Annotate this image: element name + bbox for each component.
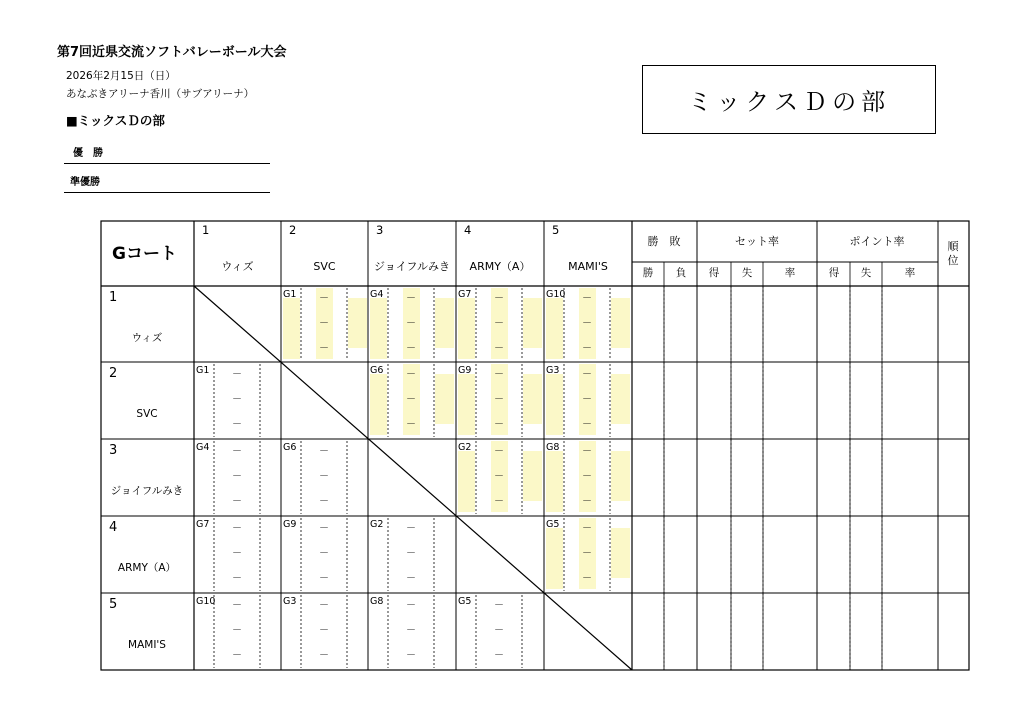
score-highlight: [611, 298, 630, 348]
score-dash: －: [494, 318, 504, 329]
score-highlight: [370, 298, 387, 359]
score-dash: －: [494, 369, 504, 380]
team-row-number: 2: [109, 366, 118, 381]
score-dash: －: [319, 496, 329, 507]
score-dash: －: [582, 369, 592, 380]
score-dash: －: [319, 650, 329, 661]
score-highlight: [283, 298, 300, 359]
score-highlight: [435, 298, 454, 348]
team-col-number: 5: [552, 223, 560, 237]
team-row-name: ARMY（A）: [117, 562, 177, 574]
loss-label: 負: [675, 267, 687, 279]
game-id: G5: [458, 596, 472, 607]
score-highlight: [348, 298, 367, 348]
score-dash: －: [582, 394, 592, 405]
score-dash: －: [319, 471, 329, 482]
game-id: G3: [283, 596, 297, 607]
game-id: G9: [283, 519, 297, 530]
score-highlight: [611, 528, 630, 578]
team-col-number: 4: [464, 223, 472, 237]
score-dash: －: [494, 600, 504, 611]
game-id: G10: [546, 289, 566, 300]
team-row-name: ウィズ: [131, 332, 163, 344]
score-dash: －: [406, 625, 416, 636]
score-dash: －: [232, 523, 242, 534]
score-highlight: [458, 451, 475, 512]
score-highlight: [546, 451, 563, 512]
score-dash: －: [319, 293, 329, 304]
score-dash: －: [232, 625, 242, 636]
score-dash: －: [494, 394, 504, 405]
score-dash: －: [232, 650, 242, 661]
team-col-name: ARMY（A）: [469, 260, 531, 273]
game-id: G5: [546, 519, 560, 530]
score-dash: －: [319, 548, 329, 559]
court-label: Gコート: [112, 244, 177, 264]
win-loss-label: 勝 敗: [647, 235, 681, 248]
score-highlight: [458, 374, 475, 435]
set-rate-label: セット率: [735, 235, 779, 248]
set-lose-label: 失: [741, 267, 753, 279]
score-dash: －: [406, 343, 416, 354]
score-highlight: [546, 528, 563, 589]
score-highlight: [523, 298, 542, 348]
team-row-name: SVC: [136, 408, 158, 420]
score-dash: －: [406, 548, 416, 559]
score-dash: －: [406, 600, 416, 611]
team-row-number: 1: [109, 290, 118, 305]
score-dash: －: [494, 419, 504, 430]
score-dash: －: [406, 369, 416, 380]
score-dash: －: [232, 573, 242, 584]
score-dash: －: [319, 625, 329, 636]
tournament-title: 第7回近県交流ソフトバレーボール大会: [57, 45, 287, 60]
event-venue: あなぶきアリーナ香川（サブアリーナ）: [66, 88, 255, 100]
rank-label: 位: [947, 254, 959, 267]
score-dash: －: [319, 600, 329, 611]
point-lose-label: 失: [860, 267, 872, 279]
score-highlight: [523, 374, 542, 424]
team-row-number: 3: [109, 443, 118, 458]
score-dash: －: [494, 471, 504, 482]
score-highlight: [611, 374, 630, 424]
score-dash: －: [582, 343, 592, 354]
score-dash: －: [582, 419, 592, 430]
score-dash: －: [232, 446, 242, 457]
set-ratio-label: 率: [784, 267, 796, 279]
team-col-number: 2: [289, 223, 297, 237]
team-col-name: ジョイフルみき: [373, 260, 451, 273]
division-heading: ■ミックスＤの部: [66, 113, 165, 128]
game-id: G7: [458, 289, 472, 300]
score-dash: －: [494, 496, 504, 507]
game-id: G8: [370, 596, 384, 607]
score-highlight: [435, 374, 454, 424]
score-dash: －: [406, 293, 416, 304]
game-id: G10: [196, 596, 216, 607]
team-col-number: 1: [202, 223, 210, 237]
team-col-name: ウィズ: [221, 260, 254, 273]
team-col-number: 3: [376, 223, 384, 237]
event-date: 2026年2月15日（日）: [66, 70, 176, 82]
score-dash: －: [232, 394, 242, 405]
team-row-number: 4: [109, 520, 118, 535]
score-dash: －: [319, 523, 329, 534]
score-dash: －: [406, 394, 416, 405]
score-dash: －: [582, 293, 592, 304]
game-id: G3: [546, 365, 560, 376]
score-dash: －: [494, 625, 504, 636]
score-dash: －: [319, 446, 329, 457]
point-gain-label: 得: [828, 267, 840, 279]
score-dash: －: [406, 650, 416, 661]
score-dash: －: [582, 548, 592, 559]
score-dash: －: [494, 293, 504, 304]
score-dash: －: [232, 369, 242, 380]
game-id: G6: [370, 365, 384, 376]
team-row-name: ジョイフルみき: [110, 485, 184, 497]
score-dash: －: [232, 471, 242, 482]
point-ratio-label: 率: [904, 267, 916, 279]
team-col-name: SVC: [313, 260, 336, 273]
team-row-name: MAMI'S: [128, 639, 166, 651]
score-dash: －: [582, 471, 592, 482]
score-dash: －: [232, 419, 242, 430]
game-id: G7: [196, 519, 210, 530]
score-highlight: [523, 451, 542, 501]
team-col-name: MAMI'S: [568, 260, 608, 273]
win-label: 勝: [642, 267, 654, 279]
score-dash: －: [406, 318, 416, 329]
score-highlight: [370, 374, 387, 435]
game-id: G2: [370, 519, 384, 530]
score-dash: －: [319, 573, 329, 584]
score-dash: －: [319, 343, 329, 354]
rank-label: 順: [947, 240, 959, 253]
game-id: G6: [283, 442, 297, 453]
score-highlight: [546, 298, 563, 359]
game-id: G1: [196, 365, 210, 376]
team-row-number: 5: [109, 597, 118, 612]
score-dash: －: [232, 496, 242, 507]
score-dash: －: [406, 523, 416, 534]
score-dash: －: [582, 496, 592, 507]
score-dash: －: [232, 548, 242, 559]
game-id: G9: [458, 365, 472, 376]
runner-up-label: 準優勝: [70, 177, 100, 188]
division-box: ミックスＤの部: [642, 65, 936, 134]
score-highlight: [458, 298, 475, 359]
score-dash: －: [494, 446, 504, 457]
game-id: G4: [370, 289, 384, 300]
score-highlight: [546, 374, 563, 435]
game-id: G2: [458, 442, 472, 453]
score-dash: －: [232, 600, 242, 611]
score-highlight: [611, 451, 630, 501]
set-gain-label: 得: [708, 267, 720, 279]
game-id: G8: [546, 442, 560, 453]
point-rate-label: ポイント率: [849, 235, 905, 248]
score-dash: －: [582, 318, 592, 329]
score-dash: －: [582, 446, 592, 457]
score-dash: －: [582, 573, 592, 584]
score-dash: －: [582, 523, 592, 534]
game-id: G1: [283, 289, 297, 300]
score-dash: －: [406, 573, 416, 584]
score-dash: －: [406, 419, 416, 430]
winner-label: 優 勝: [73, 148, 103, 159]
game-id: G4: [196, 442, 210, 453]
score-dash: －: [494, 343, 504, 354]
score-dash: －: [494, 650, 504, 661]
score-dash: －: [319, 318, 329, 329]
